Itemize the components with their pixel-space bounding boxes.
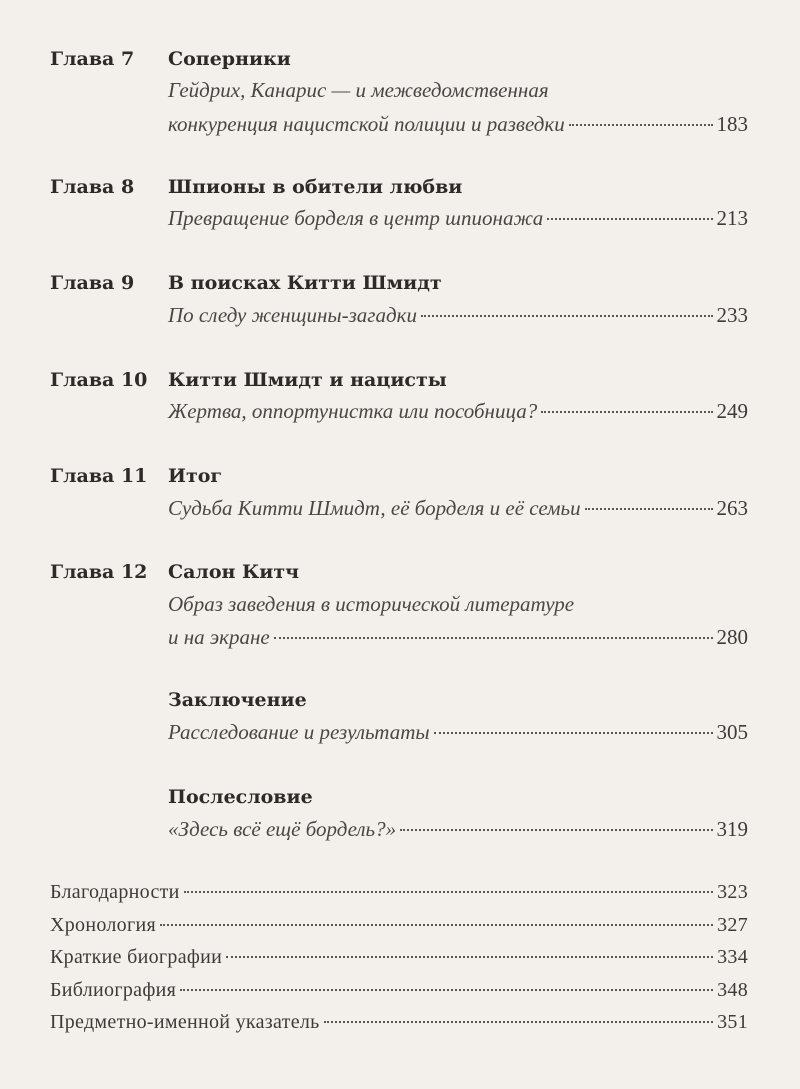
section-title: Заключение [168, 689, 307, 711]
page-number: 183 [716, 112, 748, 136]
chapter-label: Глава 11 [50, 465, 148, 487]
page-number: 334 [717, 946, 748, 968]
leader-dots [226, 956, 713, 958]
chapter-title: Салон Китч [168, 561, 300, 583]
toc-entry-acknowledgements [50, 881, 748, 904]
toc-entry-chronology [50, 914, 748, 937]
chapter-title: Китти Шмидт и нацисты [168, 369, 447, 391]
back-matter-label: Библиография [50, 979, 177, 1001]
back-matter-label: Благодарности [50, 881, 180, 903]
toc-entry-biographies [50, 946, 748, 969]
chapter-subtitle-text: конкуренция нацистской полиции и разведки [168, 112, 565, 136]
leader-dots [547, 218, 712, 220]
leader-dots [274, 637, 713, 639]
chapter-subtitle-line [168, 399, 748, 424]
page-number: 348 [717, 979, 748, 1001]
toc-entry-bibliography [50, 979, 748, 1002]
back-matter-label: Краткие биографии [50, 946, 223, 968]
page-number: 213 [716, 206, 748, 230]
page-number: 323 [717, 881, 748, 903]
chapter-title: Шпионы в обители любви [168, 176, 463, 198]
leader-dots [160, 924, 713, 926]
page-number: 305 [716, 720, 748, 744]
leader-dots [585, 508, 713, 510]
back-matter-label: Хронология [50, 914, 156, 936]
chapter-label: Глава 7 [50, 48, 135, 70]
chapter-subtitle-text: Жертва, оппортунистка или пособница? [168, 399, 538, 423]
leader-dots [434, 732, 713, 734]
leader-dots [541, 411, 712, 413]
page-number: 249 [716, 399, 748, 423]
page-number: 263 [716, 496, 748, 520]
section-subtitle-line [168, 817, 748, 842]
chapter-subtitle-text: По следу женщины-загадки [168, 303, 417, 327]
leader-dots [400, 829, 712, 831]
chapter-subtitle-text: Превращение борделя в центр шпионажа [168, 206, 544, 230]
page-number: 233 [716, 303, 748, 327]
chapter-subtitle-text: и на экране [168, 625, 270, 649]
chapter-title: В поисках Китти Шмидт [168, 272, 442, 294]
leader-dots [184, 891, 713, 893]
chapter-label: Глава 9 [50, 272, 135, 294]
chapter-label: Глава 8 [50, 176, 135, 198]
chapter-subtitle-line [168, 112, 748, 137]
chapter-title: Соперники [168, 48, 291, 70]
chapter-subtitle-line [168, 206, 748, 231]
chapter-subtitle-text: Гейдрих, Канарис — и межведомственная [168, 78, 549, 102]
section-subtitle-text: «Здесь всё ещё бордель?» [168, 817, 397, 841]
back-matter-label: Предметно-именной указатель [50, 1011, 320, 1033]
chapter-subtitle-line [168, 78, 748, 103]
page-number: 351 [717, 1011, 748, 1033]
toc-entry-index [50, 1011, 748, 1034]
page-number: 319 [716, 817, 748, 841]
chapter-subtitle-text: Судьба Китти Шмидт, её борделя и её семьи [168, 496, 581, 520]
leader-dots [569, 124, 713, 126]
section-subtitle-line [168, 720, 748, 745]
leader-dots [180, 989, 713, 991]
chapter-title: Итог [168, 465, 223, 487]
chapter-subtitle-line [168, 625, 748, 650]
leader-dots [421, 315, 713, 317]
chapter-label: Глава 12 [50, 561, 148, 583]
page-number: 327 [717, 914, 748, 936]
chapter-subtitle-line [168, 303, 748, 328]
chapter-subtitle-line [168, 592, 748, 617]
chapter-subtitle-line [168, 496, 748, 521]
section-title: Послесловие [168, 786, 313, 808]
page-number: 280 [716, 625, 748, 649]
leader-dots [324, 1021, 714, 1023]
section-subtitle-text: Расследование и результаты [168, 720, 430, 744]
chapter-label: Глава 10 [50, 369, 148, 391]
chapter-subtitle-text: Образ заведения в исторической литературе [168, 592, 575, 616]
